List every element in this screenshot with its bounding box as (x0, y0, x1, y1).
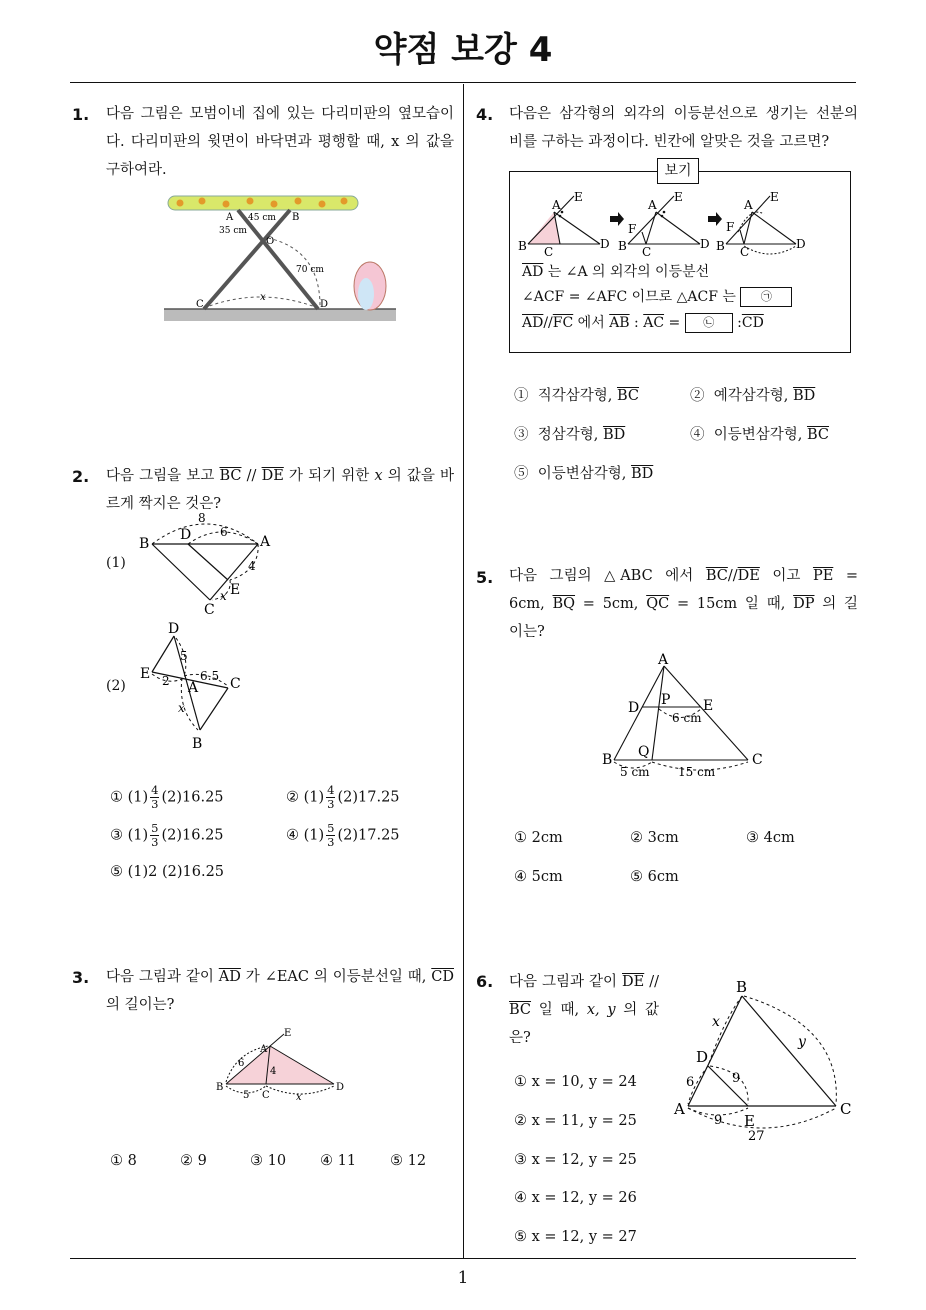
svg-text:x: x (712, 1014, 720, 1030)
problem-6-option-1[interactable]: ① x = 10, y = 24 (514, 1074, 637, 1090)
svg-text:C: C (262, 1090, 270, 1101)
fig2-tag: (2) (106, 678, 126, 694)
problem-1-text: 다음 그림은 모범이네 집에 있는 다리미판의 옆모습이다. 다리미판의 윗면이 바닥면과 평행할 때, x 의 값을 구하여라. (106, 106, 454, 178)
svg-text:B: B (139, 536, 150, 552)
problem-6-option-5[interactable]: ⑤ x = 12, y = 27 (514, 1229, 637, 1245)
problem-6-figure (672, 976, 862, 1148)
label-ao-length: 35 cm (219, 226, 247, 236)
problem-1-number: 1. (72, 105, 90, 124)
problem-3-number: 3. (72, 968, 90, 987)
svg-text:D: D (696, 1048, 709, 1066)
svg-text:C: C (204, 602, 215, 618)
svg-text:x: x (220, 589, 227, 603)
problem-4-figures (514, 186, 844, 256)
svg-text:E: E (770, 190, 779, 204)
svg-text:x: x (296, 1092, 302, 1103)
svg-text:A: A (744, 198, 753, 212)
svg-text:4: 4 (270, 1066, 277, 1077)
svg-text:2: 2 (162, 674, 170, 688)
problem-2-option-4[interactable]: ④ (1) $\frac{5}{3}$ (2)17.25 (286, 821, 400, 849)
svg-text:C: C (740, 245, 750, 256)
svg-text:A: A (658, 652, 669, 668)
svg-text:D: D (180, 527, 192, 543)
svg-text:E: E (674, 190, 683, 204)
svg-text:B: B (618, 239, 627, 253)
svg-text:B: B (716, 239, 725, 253)
svg-text:E: E (744, 1112, 755, 1130)
svg-text:D: D (168, 621, 180, 637)
svg-text:9: 9 (732, 1071, 741, 1086)
page-number: 1 (457, 1268, 469, 1288)
problem-5-figure (598, 650, 778, 780)
svg-text:x: x (178, 701, 185, 715)
label-x: x (260, 292, 266, 303)
svg-text:y: y (798, 1034, 806, 1050)
top-rule (70, 82, 856, 83)
problem-6-option-3[interactable]: ③ x = 12, y = 25 (514, 1152, 637, 1168)
problem-3-figure (212, 1024, 352, 1108)
svg-text:6: 6 (238, 1058, 245, 1069)
svg-text:15 cm: 15 cm (678, 765, 716, 779)
svg-text:B: B (736, 978, 748, 996)
fig1-tag: (1) (106, 555, 126, 571)
page-title: 약점 보강 4 (373, 30, 553, 70)
problem-4-option-2[interactable]: ② 예각삼각형, $\overline{BD}$ (690, 388, 816, 404)
problem-6-option-4[interactable]: ④ x = 12, y = 26 (514, 1190, 637, 1206)
svg-text:A: A (188, 680, 199, 696)
problem-3-option-1[interactable]: ① 8 (110, 1153, 137, 1169)
bottom-rule (70, 1258, 856, 1259)
svg-text:B: B (192, 736, 203, 752)
svg-text:P: P (661, 692, 671, 708)
svg-text:8: 8 (198, 511, 206, 525)
problem-4-option-3[interactable]: ③ 정삼각형, $\overline{BD}$ (514, 427, 626, 443)
svg-text:9: 9 (714, 1113, 723, 1128)
problem-5-text: 다음 그림의 △ABC 에서 $\overline{BC}//\overline{DE}$ 이고 $\overline{PE} = 6cm$, $\overline{BQ} = 5cm$, $\overline{QC} = 15cm$ 일 때, $\overline{DP}$ 의 길이는? (509, 568, 859, 640)
problem-2-figure-2 (134, 618, 254, 753)
svg-text:E: E (574, 190, 583, 204)
floor (164, 309, 396, 321)
label-a: A (226, 212, 234, 223)
svg-text:Q: Q (638, 744, 650, 760)
problem-4-option-5[interactable]: ⑤ 이등변삼각형, $\overline{BD}$ (514, 466, 654, 482)
problem-6-text: 다음 그림과 같이 $\overline{DE} // \overline{BC}$ 일 때, x, y 의 값은? (509, 974, 660, 1046)
svg-text:F: F (726, 220, 735, 234)
svg-text:C: C (544, 245, 554, 256)
problem-5-option-4[interactable]: ④ 5cm (514, 869, 563, 885)
svg-text:E: E (140, 666, 151, 682)
problem-2-option-5[interactable]: ⑤ (1)2 (2)16.25 (110, 864, 225, 880)
problem-4-option-4[interactable]: ④ 이등변삼각형, $\overline{BC}$ (690, 427, 830, 443)
label-c: C (196, 299, 204, 310)
svg-text:B: B (602, 752, 613, 768)
box-line-3: $\overline{AD}//\overline{FC}$ 에서 $\overline{AB}$ : $\overline{AC}$ = ㉡ $:\overline{CD}$ (522, 315, 764, 331)
svg-text:D: D (336, 1082, 345, 1093)
svg-text:5: 5 (243, 1090, 250, 1101)
svg-text:F: F (628, 222, 637, 236)
ironing-board-figure (160, 190, 400, 325)
svg-text:6: 6 (686, 1075, 695, 1090)
svg-text:E: E (703, 698, 714, 714)
label-d: D (320, 299, 329, 310)
problem-5-option-2[interactable]: ② 3cm (630, 830, 679, 846)
problem-5-option-3[interactable]: ③ 4cm (746, 830, 795, 846)
problem-3-option-5[interactable]: ⑤ 12 (390, 1153, 427, 1169)
problem-2-text: 다음 그림을 보고 $\overline{BC} // \overline{DE}$ 가 되기 위한 x 의 값을 바르게 짝지은 것은? (106, 468, 455, 512)
problem-6-option-2[interactable]: ② x = 11, y = 25 (514, 1113, 637, 1129)
svg-text:6: 6 (220, 525, 228, 539)
problem-4-text: 다음은 삼각형의 외각의 이등분선으로 생기는 선분의 비를 구하는 과정이다. 빈칸에 알맞은 것을 고르면? (509, 106, 858, 150)
box-line-1: $\overline{AD}$ 는 ∠A 의 외각의 이등분선 (522, 264, 710, 280)
svg-text:D: D (796, 237, 806, 251)
svg-text:A: A (260, 1044, 268, 1055)
problem-5-number: 5. (476, 568, 494, 587)
svg-text:D: D (600, 237, 610, 251)
svg-text:5 cm: 5 cm (620, 765, 650, 779)
problem-2-option-1[interactable]: ① (1) $\frac{4}{3}$ (2)16.25 (110, 783, 224, 811)
svg-text:C: C (752, 752, 763, 768)
problem-3-option-3[interactable]: ③ 10 (250, 1153, 287, 1169)
svg-text:B: B (518, 239, 527, 253)
problem-2-figure-1 (134, 508, 284, 618)
svg-text:6 cm: 6 cm (672, 711, 702, 725)
label-ab-length: 45 cm (248, 213, 276, 223)
problem-3-text: 다음 그림과 같이 $\overline{AD}$ 가 ∠EAC 의 이등분선일 때, $\overline{CD}$ 의 길이는? (106, 969, 454, 1013)
svg-text:A: A (674, 1100, 685, 1118)
svg-text:C: C (840, 1100, 852, 1118)
problem-2-option-3[interactable]: ③ (1) $\frac{5}{3}$ (2)16.25 (110, 821, 224, 849)
svg-text:A: A (552, 198, 561, 212)
label-b: B (292, 212, 300, 223)
problem-2-number: 2. (72, 467, 90, 486)
problem-2-option-2[interactable]: ② (1) $\frac{4}{3}$ (2)17.25 (286, 783, 400, 811)
problem-4-number: 4. (476, 105, 494, 124)
svg-text:4: 4 (248, 559, 256, 573)
box-line-2: ∠ACF = ∠AFC 이므로 △ACF 는 ㉠ (522, 286, 792, 307)
box-tag: 보기 (657, 158, 699, 184)
svg-text:E: E (284, 1028, 292, 1039)
problem-5-option-5[interactable]: ⑤ 6cm (630, 869, 679, 885)
blank-2: ㉡ (685, 313, 733, 333)
svg-text:A: A (648, 198, 657, 212)
svg-text:A: A (260, 534, 271, 550)
problem-4-option-1[interactable]: ① 직각삼각형, $\overline{BC}$ (514, 388, 640, 404)
svg-text:D: D (700, 237, 710, 251)
svg-text:C: C (230, 676, 241, 692)
svg-text:C: C (642, 245, 652, 256)
column-divider (463, 84, 464, 1258)
svg-text:5: 5 (180, 649, 188, 663)
label-od-length: 70 cm (296, 265, 324, 275)
problem-3-option-2[interactable]: ② 9 (180, 1153, 207, 1169)
svg-text:D: D (628, 700, 640, 716)
problem-6-number: 6. (476, 972, 494, 991)
svg-text:B: B (216, 1082, 224, 1093)
svg-text:27: 27 (748, 1129, 765, 1144)
svg-text:6.5: 6.5 (200, 669, 220, 683)
problem-3-option-4[interactable]: ④ 11 (320, 1153, 357, 1169)
problem-5-option-1[interactable]: ① 2cm (514, 830, 563, 846)
blank-1: ㉠ (740, 287, 792, 307)
board-top (168, 196, 358, 210)
label-o: O (266, 236, 275, 247)
svg-text:E: E (230, 582, 241, 598)
